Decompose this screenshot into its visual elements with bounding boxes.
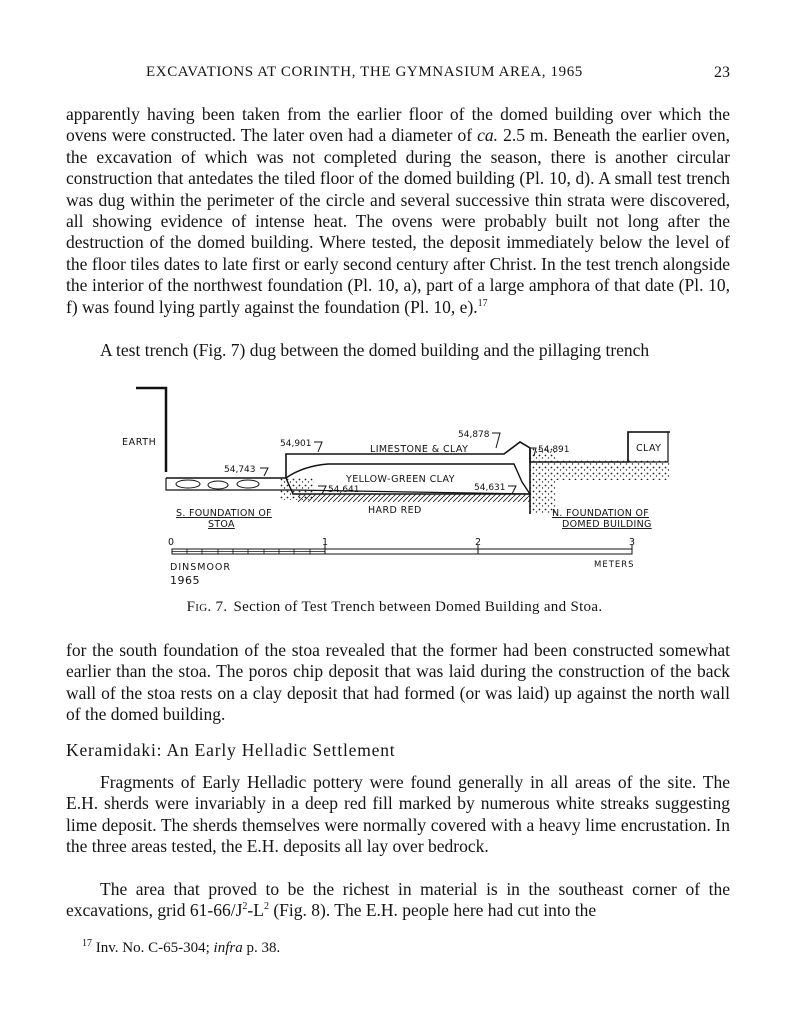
superscript: 2 xyxy=(242,901,248,913)
p5-text-a: The area that proved to be the richest in material is in the southeast corner of the excavations, grid 61-66/J xyxy=(66,879,730,921)
scale-tick-label: 2 xyxy=(475,537,482,548)
elevation-pointer xyxy=(492,433,500,448)
section-drawing xyxy=(118,382,678,592)
label-hard-red: HARD RED xyxy=(368,505,422,516)
stone xyxy=(237,480,259,488)
elevation-pointer xyxy=(508,486,516,494)
label-s-foundation-stoa: STOA xyxy=(208,519,235,530)
footnote-17 xyxy=(82,940,280,957)
paragraph-stoa-foundation: for the south foundation of the stoa revealed that the former had been constructed somewhat earlier than the stoa. The poros chip deposit that was laid during the construction of the back wall of the stoa rests on a clay deposit that had formed (or was laid) up against the north wall of the domed building. xyxy=(66,640,730,725)
caption-text: Section of Test Trench between Domed Building and Stoa. xyxy=(233,599,603,615)
footnote-infra: infra xyxy=(213,940,243,956)
p1-text-b: 2.5 m. Beneath the earlier oven, the excavation of which was not completed during the season, there is another circular construction that antedates the tiled floor of the domed building (Pl. 10, d). A small test trench was dug within the perimeter of the circle and several successive thin strata were discovered, all showing evidence of intense heat. The ovens were probably built not long after the destruction of the domed building. Where tested, the deposit immediately below the level of the floor tiles dates to late first or early second century after Christ. In the test trench alongside the interior of the northwest foundation (Pl. 10, a), part of a large amphora of that date (Pl. 10, f) was found lying partly against the foundation (Pl. 10, e). xyxy=(66,125,730,317)
earth-wall xyxy=(136,388,166,472)
elevation-label: 54,901 xyxy=(280,439,312,449)
stone xyxy=(176,480,200,488)
footnote-text-a: Inv. No. C-65-304; xyxy=(92,940,214,956)
label-author: DINSMOOR xyxy=(170,562,232,573)
elevation-label: 54,878 xyxy=(458,430,490,440)
scale-bar xyxy=(172,545,632,554)
elevation-pointer xyxy=(314,442,322,452)
figure-7 xyxy=(118,382,678,592)
p1-text-a: apparently having been taken from the earlier floor of the domed building over which the ovens were constructed. The later oven had a diameter of xyxy=(66,104,730,146)
label-unit: METERS xyxy=(594,560,635,570)
label-earth: EARTH xyxy=(122,437,157,448)
elevation-label: 54,743 xyxy=(224,465,256,475)
scale-tick-label: 0 xyxy=(168,537,175,548)
footnote-number: 17 xyxy=(82,938,92,949)
label-s-foundation: S. FOUNDATION OF xyxy=(176,508,272,519)
paragraph-southeast-corner xyxy=(66,879,730,922)
caption-label: Fig. 7. xyxy=(186,599,228,615)
elevation-label: 54,631 xyxy=(474,483,506,493)
label-yellow-green-clay: YELLOW-GREEN CLAY xyxy=(346,474,455,485)
hard-red-hatch xyxy=(298,494,530,502)
elevation-label: 54,641 xyxy=(328,485,360,495)
p1-ca: ca. xyxy=(477,125,499,146)
paragraph-ovens xyxy=(66,104,730,318)
scale-tick-label: 1 xyxy=(322,537,329,548)
label-n-foundation-building: DOMED BUILDING xyxy=(562,519,652,530)
label-clay: CLAY xyxy=(636,443,662,454)
label-n-foundation: N. FOUNDATION OF xyxy=(552,508,650,519)
running-header xyxy=(66,64,730,86)
label-limestone-clay: LIMESTONE & CLAY xyxy=(370,444,469,455)
elevation-label: 54,891 xyxy=(538,445,570,455)
n-foundation-stones xyxy=(530,448,556,514)
scale-tick-label: 3 xyxy=(629,537,636,548)
p5-text-b: -L xyxy=(247,900,264,921)
figure-caption xyxy=(0,599,789,616)
paragraph-eh-pottery: Fragments of Early Helladic pottery were found generally in all areas of the site. The E.H. sherds were invariably in a deep red fill marked by numerous white streaks suggesting lime deposit. The sherds themselves were normally covered with a heavy lime encrustation. In the three areas tested, the E.H. deposits all lay over bedrock. xyxy=(66,772,730,857)
running-title: EXCAVATIONS AT CORINTH, THE GYMNASIUM AREA, 1965 xyxy=(146,64,583,80)
stone xyxy=(208,481,228,489)
paragraph-test-trench: A test trench (Fig. 7) dug between the domed building and the pillaging trench xyxy=(100,340,650,360)
footnote-ref-17[interactable]: 17 xyxy=(477,297,488,309)
p5-text-c: (Fig. 8). The E.H. people here had cut into the xyxy=(268,900,597,921)
footnote-text-b: p. 38. xyxy=(242,940,281,956)
clay-deposit xyxy=(556,460,670,480)
superscript: 2 xyxy=(263,901,269,913)
label-year: 1965 xyxy=(170,574,200,587)
section-heading: Keramidaki: An Early Helladic Settlement xyxy=(66,740,396,760)
s-foundation-stones xyxy=(280,478,314,500)
elevation-pointer xyxy=(260,468,268,476)
page-number: 23 xyxy=(714,64,730,81)
